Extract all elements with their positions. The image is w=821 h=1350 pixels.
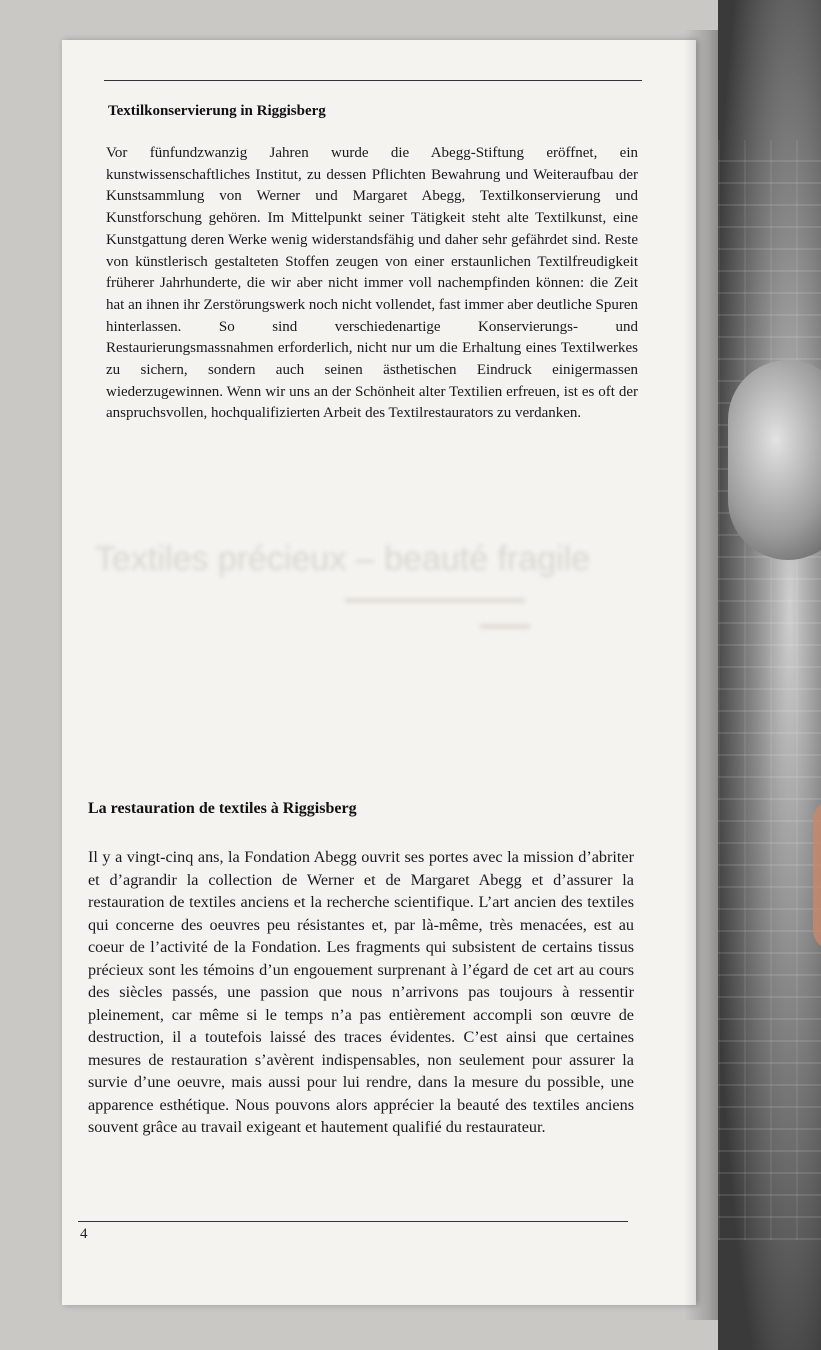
french-body-text: Il y a vingt-cinq ans, la Fondation Abegg ouvrit ses portes avec la mission d’abriter et d’agrandir la collection de Werner et de Margaret Abegg et d’assurer la restauration de textiles anciens et la recherche scientifique. L’art ancien des textiles qui concerne des oeuvres peu résistantes et, par là-même, très menacées, est au coeur de l’activité de la Fondation. Les fragments qui subsistent de certains tissus précieux sont les témoins d’un engouement surprenant à l’égard de cet art au cours des siècles passés, une passion que nous n’arrivons pas toujours à ressentir pleinement, car même si le temps n’a pas entièrement accompli son œuvre de destruction, il a toutefois laissé des traces évidentes. C’est ainsi que certaines mesures de restauration s’avèrent indispensables, non seulement pour assurer la survie d’une oeuvre, mais aussi pour lui rendre, dans la mesure du possible, une apparence esthétique. Nous pouvons alors apprécier la beauté des textiles anciens souvent grâce au travail exigeant et hautement qualifié du restaurateur. [88,848,634,1136]
adjacent-page-photo [718,0,821,1350]
bottom-rule [78,1221,628,1222]
french-heading: La restauration de textiles à Riggisberg [88,800,357,817]
show-through-line [345,598,525,603]
page-number: 4 [80,1226,88,1242]
top-rule [104,80,642,81]
photo-brick-texture [718,140,821,1240]
photo-arm-shape [728,360,821,560]
german-body-text: Vor fünfundzwanzig Jahren wurde die Abegg-Stiftung eröffnet, ein kunstwissenschaftliches Institut, zu dessen Pflichten Bewahrung und Weiteraufbau der Kunstsammlung von Werner und Margaret Abegg, Textilkonservierung und Kunstforschung gehören. Im Mittelpunkt seiner Tätigkeit steht alte Textilkunst, eine Kunstgattung deren Werke wenig widerstandsfähig und daher sehr gefährdet sind. Reste von künstlerisch gestalteten Stoffen zeugen von einer erstaunlichen Textilfreudigkeit früherer Jahrhunderte, die wir aber nicht immer voll nachempfinden können: die Zeit hat an ihnen ihr Zerstörungswerk noch nicht vollendet, fast immer aber deutliche Spuren hinterlassen. So sind verschiedenartige Konservierungs- und Restaurierungsmassnahmen erforderlich, nicht nur um die Erhaltung eines Textilwerkes zu sichern, sondern auch seinen ästhetischen Eindruck einigermassen wiederzugewinnen. Wenn wir uns an der Schönheit alter Textilien erfreuen, ist es oft der anspruchsvollen, hochqualifizierten Arbeit des Textilrestaurators zu verdanken. [106,145,638,422]
photo-skin-shape [813,800,821,950]
show-through-line [480,624,530,629]
show-through-text: Textiles précieux – beauté fragile [95,540,591,578]
german-heading: Textilkonservierung in Riggisberg [108,103,326,119]
